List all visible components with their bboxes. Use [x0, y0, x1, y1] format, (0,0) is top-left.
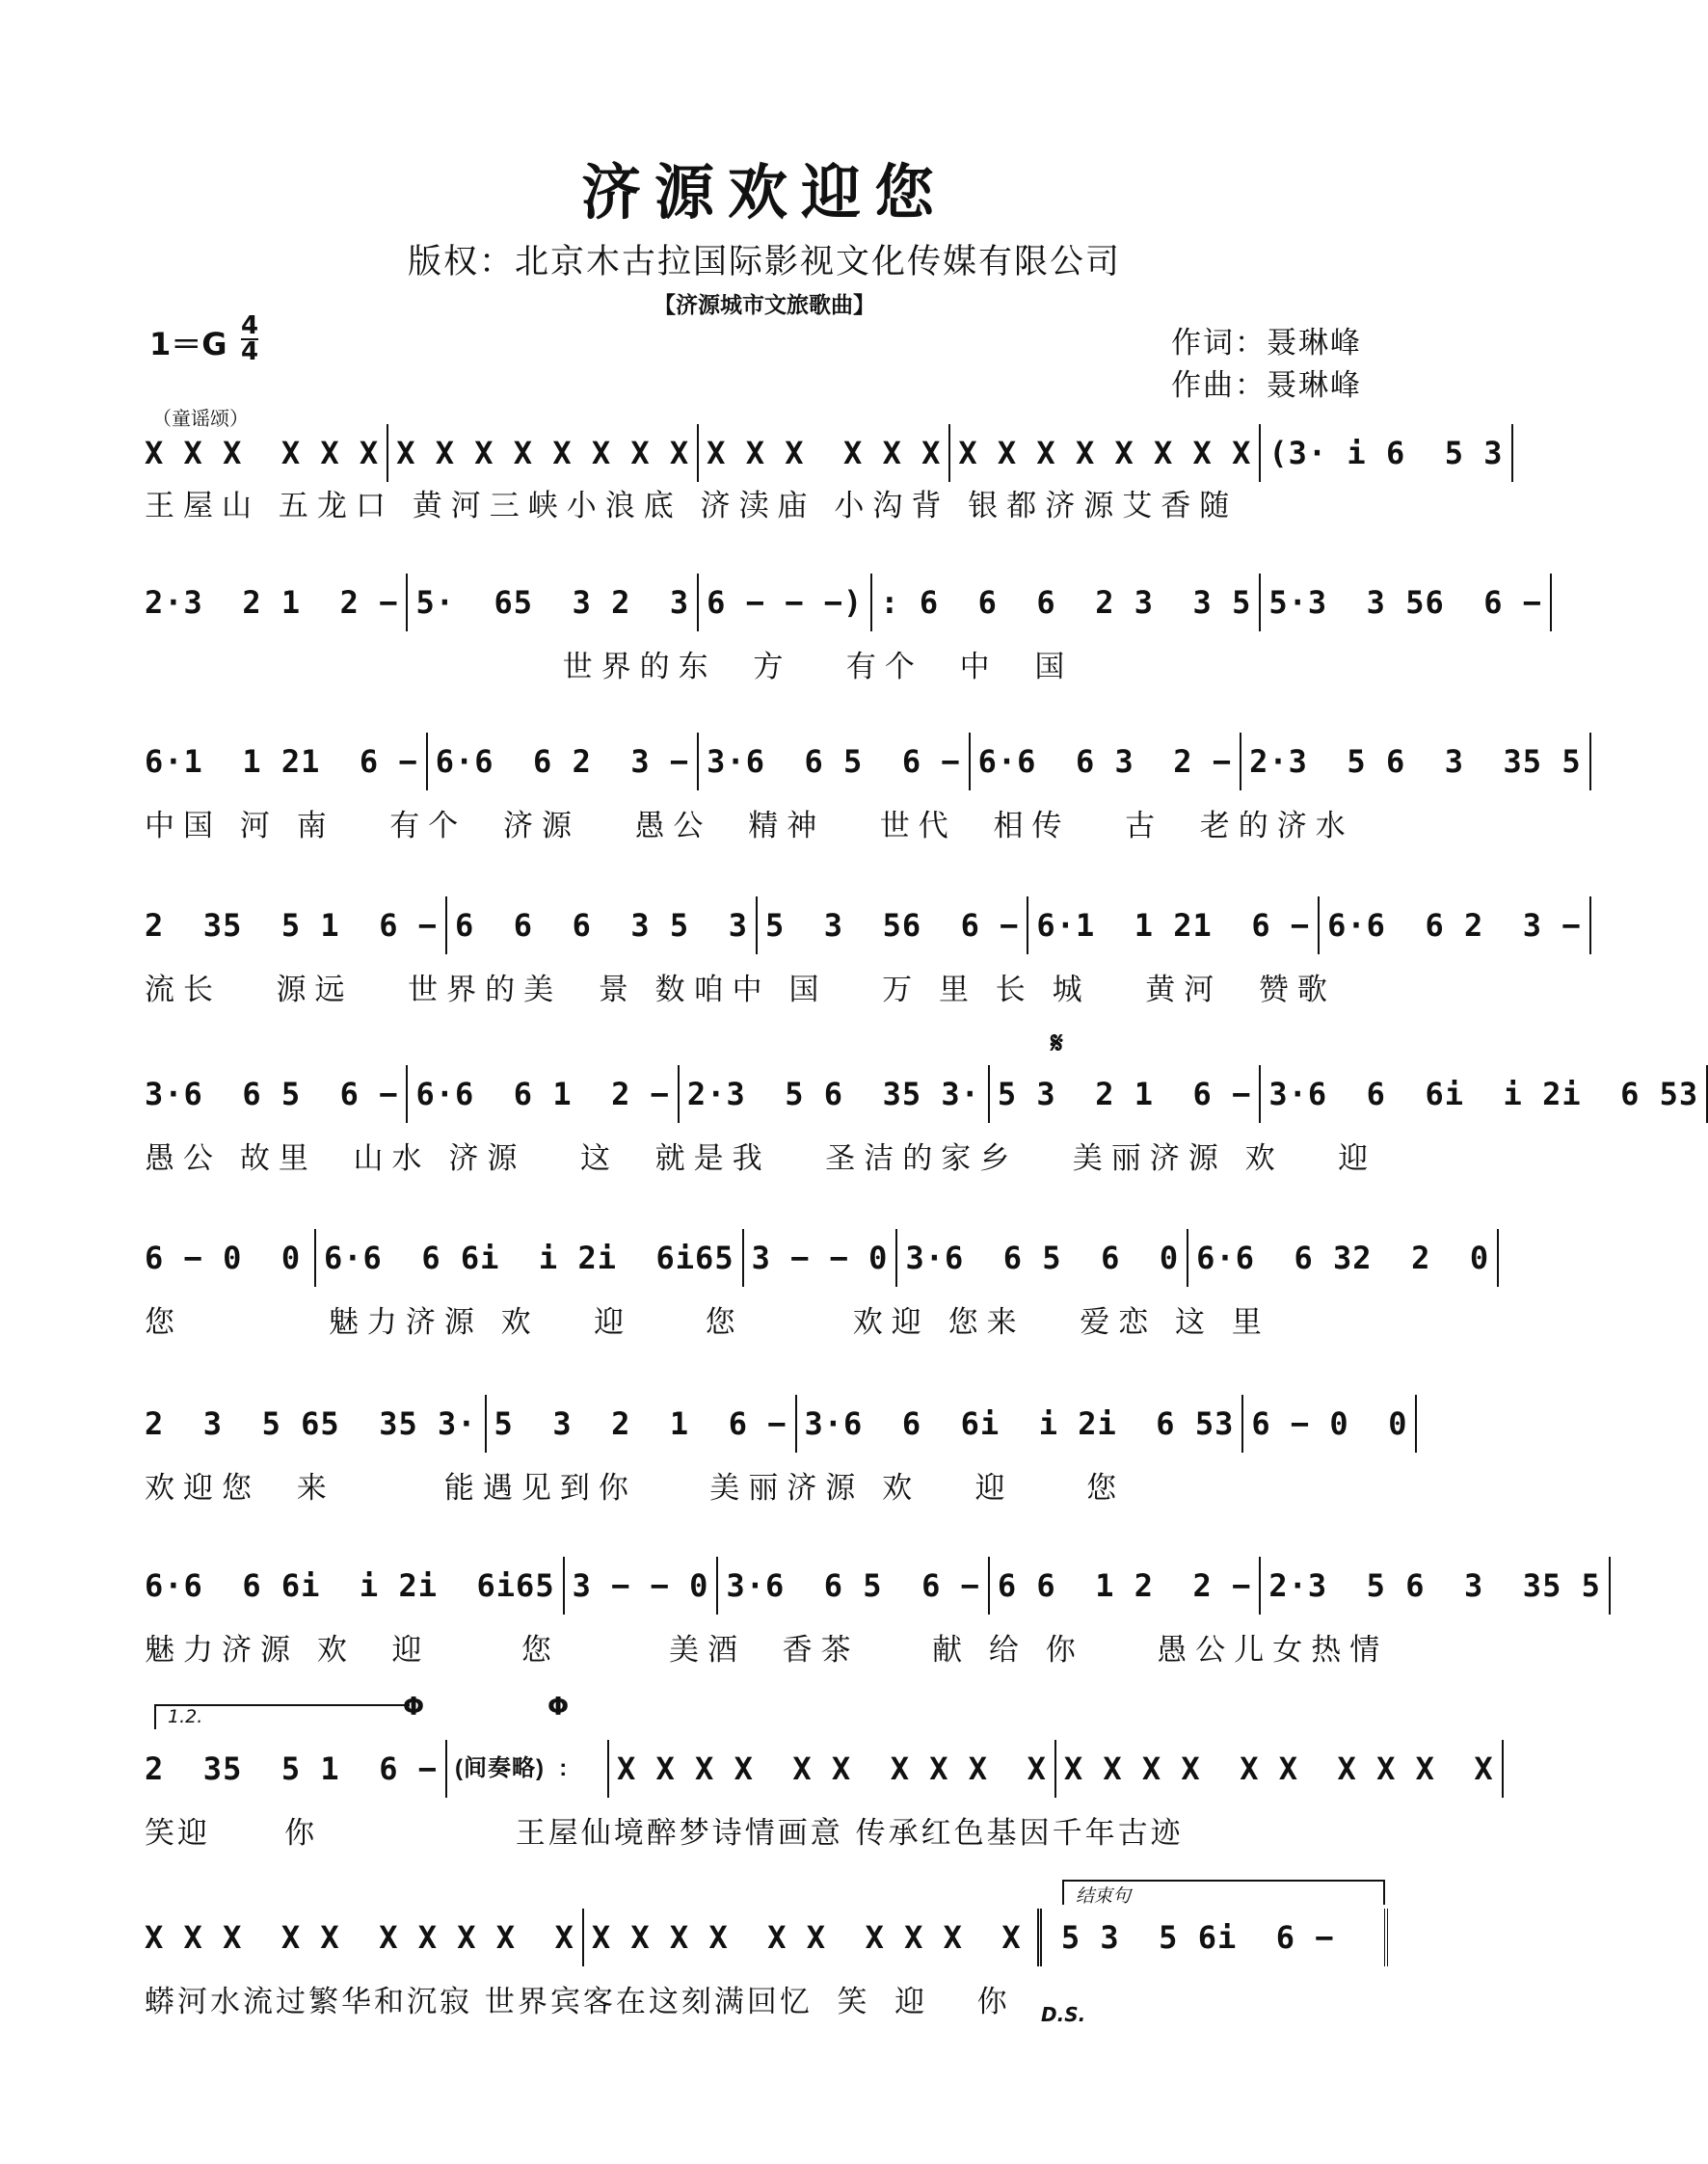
segno-sign: 𝄋 [1051, 1027, 1063, 1060]
measure: 3·6 6 5 6 0 [897, 1229, 1188, 1287]
score-line-7 [145, 1390, 1408, 1563]
notation-row [145, 892, 1582, 959]
measure: 5 3 2 1 6 − [487, 1395, 797, 1453]
measure: 6·6 6 32 2 0 [1188, 1229, 1499, 1287]
measure: 5 3 5 6i 6 − [1042, 1909, 1388, 1966]
coda-sign: Φ [547, 1693, 570, 1722]
lyrics-row: 笑迎 你 王屋仙境醉梦诗情画意 传承红色基因千年古迹 [145, 1816, 1184, 1851]
measure: 6 6 1 2 2 − [990, 1557, 1261, 1615]
closing-bracket [1062, 1880, 1385, 1905]
measure: X X X X X X X X [388, 424, 699, 482]
measure: 3·6 6 6i i 2i 6 53 [1261, 1065, 1708, 1123]
measure: 2·3 5 6 3 35 5 [1261, 1557, 1611, 1615]
lyrics-row: 中国 河 南 有个 济源 愚公 精神 世代 相传 古 老的济水 [145, 809, 1354, 843]
lyrics-row: 愚公 故里 山水 济源 这 就是我 圣洁的家乡 美丽济源 欢 迎 [145, 1141, 1377, 1176]
measure: 2 35 5 1 6 − [145, 1740, 447, 1798]
measure: : 6 6 6 2 3 3 5 [872, 574, 1261, 631]
measure: 6·6 6 6i i 2i 6i65 [316, 1229, 744, 1287]
score-line-2 [145, 569, 1543, 742]
score-line-3 [145, 728, 1582, 901]
notation-row [145, 1224, 1490, 1292]
notation-row [145, 419, 1504, 487]
ending-label: 1.2. [168, 1706, 203, 1727]
score-line-8 [145, 1552, 1601, 1725]
copyright-line: 版权：北京木古拉国际影视文化传媒有限公司 [407, 243, 1121, 281]
key-signature: 1＝G [149, 326, 227, 362]
measure: 6·1 1 21 6 − [145, 733, 428, 790]
measure: 6 6 6 3 5 3 [447, 896, 758, 954]
score-line-6 [145, 1224, 1490, 1398]
measure: 6·6 6 2 3 − [428, 733, 699, 790]
measure: 3·6 6 5 6 − [718, 1557, 989, 1615]
measure: 2·3 5 6 35 3· [680, 1065, 990, 1123]
measure: 3·6 6 5 6 − [699, 733, 970, 790]
measure: X X X X X X X X X X [584, 1909, 1042, 1966]
measure: 2·3 2 1 2 − [145, 574, 408, 631]
measure: 6·6 6 3 2 − [971, 733, 1241, 790]
notation-row [145, 1390, 1408, 1457]
lyrics-row: 您 魅力济源 欢 迎 您 欢迎 您来 爱恋 这 里 [145, 1305, 1270, 1340]
measure: 5·3 3 56 6 − [1261, 574, 1552, 631]
measure: 6 − − −) [699, 574, 872, 631]
time-signature-top: 4 [241, 311, 259, 340]
chant-label: （童谣颂） [152, 407, 249, 430]
measure: 5 3 56 6 − [758, 896, 1028, 954]
measure: 6·6 6 1 2 − [408, 1065, 679, 1123]
score-line-1 [145, 419, 1504, 593]
measure: 5 3 2 1 6 − [990, 1065, 1261, 1123]
composer-credit: 作曲：聂琳峰 [1171, 368, 1362, 403]
time-signature [241, 311, 259, 366]
notation-row [145, 1904, 1388, 1971]
measure: 2·3 5 6 3 35 5 [1241, 733, 1591, 790]
first-ending-bracket [154, 1704, 410, 1729]
measure: 3·6 6 6i i 2i 6 53 [797, 1395, 1244, 1453]
measure: (间奏略) : [447, 1740, 609, 1798]
measure: 2 3 5 65 35 3· [145, 1395, 487, 1453]
score-line-4 [145, 892, 1582, 1065]
notation-row [145, 1552, 1601, 1619]
score-line-10 [145, 1904, 1388, 2077]
measure: (3· i 6 5 3 [1261, 424, 1512, 482]
measure: 6 − 0 0 [145, 1229, 316, 1287]
song-category: 【济源城市文旅歌曲】 [654, 293, 875, 318]
measure: X X X X X X X X X X [145, 1909, 584, 1966]
closing-label: 结束句 [1076, 1885, 1132, 1907]
time-signature-bottom: 4 [241, 337, 259, 366]
lyricist-credit: 作词：聂琳峰 [1171, 326, 1362, 361]
measure: 6·6 6 2 3 − [1320, 896, 1590, 954]
measure: X X X X X X X X [950, 424, 1261, 482]
measure: 6 − 0 0 [1243, 1395, 1417, 1453]
measure: 6·1 1 21 6 − [1028, 896, 1320, 954]
measure: X X X X X X X X X X [1056, 1740, 1504, 1798]
lyrics-row: 世界的东 方 有个 中 国 [145, 650, 1074, 684]
notation-row [145, 1735, 1494, 1803]
dal-segno-mark: D.S. [1041, 2003, 1086, 2026]
measure: 3 − − 0 [744, 1229, 898, 1287]
lyrics-row: 欢迎您 来 能遇见到你 美丽济源 欢 迎 您 [145, 1471, 1126, 1506]
measure: 3·6 6 5 6 − [145, 1065, 408, 1123]
notation-row [145, 569, 1543, 636]
measure: 6·6 6 6i i 2i 6i65 [145, 1557, 565, 1615]
song-title: 济源欢迎您 [580, 157, 947, 227]
lyrics-row: 蟒河水流过繁华和沉寂 世界宾客在这刻满回忆 笑 迎 你 [145, 1985, 1010, 2019]
notation-row [145, 728, 1582, 795]
notation-row [145, 1060, 1699, 1128]
lyrics-row: 魅力济源 欢 迎 您 美酒 香茶 献 给 你 愚公儿女热情 [145, 1633, 1389, 1668]
lyrics-row: 王屋山 五龙口 黄河三峡小浪底 济渎庙 小沟背 银都济源艾香随 [145, 489, 1239, 523]
measure: X X X X X X [145, 424, 388, 482]
lyrics-row: 流长 源远 世界的美 景 数咱中 国 万 里 长 城 黄河 赞歌 [145, 973, 1336, 1007]
coda-sign: Φ [403, 1693, 425, 1722]
measure: X X X X X X [699, 424, 950, 482]
measure: 3 − − 0 [565, 1557, 719, 1615]
score-line-5 [145, 1060, 1699, 1234]
measure: 2 35 5 1 6 − [145, 896, 447, 954]
measure: X X X X X X X X X X [609, 1740, 1056, 1798]
measure: 5· 65 3 2 3 [408, 574, 699, 631]
